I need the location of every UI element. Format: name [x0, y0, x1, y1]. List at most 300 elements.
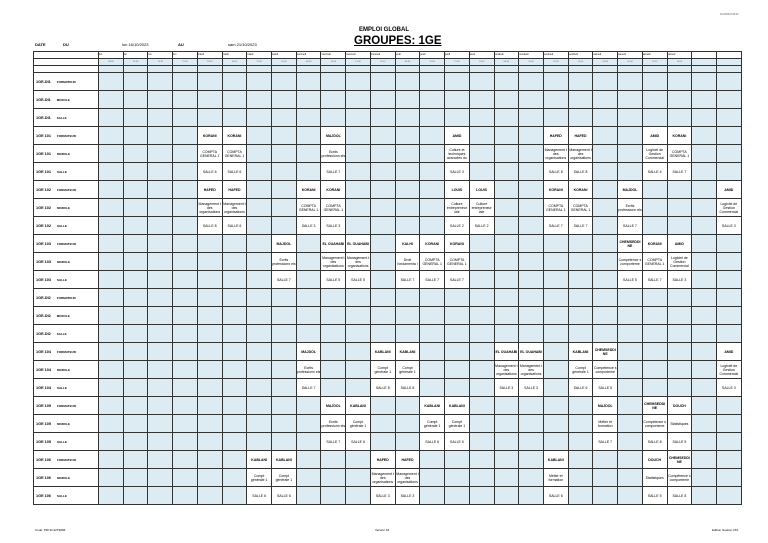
empty-slot [247, 235, 272, 253]
empty-slot [99, 487, 124, 505]
empty-slot [222, 487, 247, 505]
hour-header-cell [692, 59, 717, 66]
hour-header-cell: 15:00 [173, 59, 198, 66]
empty-slot [272, 181, 297, 199]
module-cell: Compt générale 1 [346, 415, 371, 433]
empty-slot [173, 253, 198, 271]
empty-slot [445, 307, 470, 325]
module-cell: Compt générale 1 [445, 415, 470, 433]
row-kind-label: SALLE [57, 169, 67, 174]
hour-header-cell: 15:00 [667, 59, 692, 66]
module-cell: Management t des organisations [321, 253, 346, 271]
empty-slot [99, 127, 124, 145]
empty-slot [296, 253, 321, 271]
salle-cell: SALLE 4 [642, 163, 667, 181]
empty-slot [420, 163, 445, 181]
formateur-cell: KABLANI [247, 451, 272, 469]
day-header-cell: mercredi [321, 52, 346, 59]
salle-cell: SALLE 6 [543, 487, 568, 505]
empty-slot [692, 361, 717, 379]
empty-slot [568, 253, 593, 271]
empty-slot [395, 433, 420, 451]
empty-slot [321, 379, 346, 397]
day-header-cell: samedi [667, 52, 692, 59]
group-label [34, 433, 99, 451]
day-header-cell: lun [173, 52, 198, 59]
empty-slot [395, 217, 420, 235]
empty-slot [667, 217, 692, 235]
empty-slot [642, 307, 667, 325]
group-label [34, 361, 99, 379]
salle-cell: SALLE 7 [395, 271, 420, 289]
empty-slot [543, 73, 568, 91]
group-name: 1GE 102 [36, 223, 51, 228]
hour-header-cell: 08:30 [99, 59, 124, 66]
empty-slot [593, 109, 618, 127]
formateur-cell: CHEMSEDDI NE [642, 397, 667, 415]
empty-slot [494, 217, 519, 235]
empty-slot [346, 181, 371, 199]
empty-slot [99, 397, 124, 415]
empty-slot [346, 127, 371, 145]
row-kind-label: FORMATEUR [57, 241, 76, 246]
gap-cell [519, 66, 544, 73]
empty-slot [247, 217, 272, 235]
du-label: DU [63, 42, 69, 47]
empty-slot [346, 361, 371, 379]
empty-slot [173, 361, 198, 379]
empty-slot [296, 325, 321, 343]
empty-slot [692, 253, 717, 271]
formateur-cell: KALHI [395, 235, 420, 253]
module-cell: COMPTA GENERAL 1 [420, 253, 445, 271]
empty-slot [543, 361, 568, 379]
empty-slot [593, 181, 618, 199]
empty-slot [494, 253, 519, 271]
empty-slot [395, 181, 420, 199]
group-label [34, 181, 99, 199]
group-name: 1GE 103 [36, 259, 51, 264]
empty-slot [148, 271, 173, 289]
empty-slot [618, 163, 643, 181]
empty-slot [197, 109, 222, 127]
empty-slot [716, 325, 741, 343]
formateur-cell: MAJDOL [321, 397, 346, 415]
empty-slot [173, 343, 198, 361]
empty-slot [593, 307, 618, 325]
row-kind-label: FORMATEUR [57, 187, 76, 192]
empty-slot [420, 325, 445, 343]
empty-slot [642, 379, 667, 397]
empty-slot [148, 415, 173, 433]
formateur-cell: KABLANI [445, 397, 470, 415]
module-cell: COMPTA GENERAL 1 [667, 145, 692, 163]
day-header-cell: mercredi [296, 52, 321, 59]
empty-slot [568, 109, 593, 127]
day-header-cell [716, 52, 741, 59]
group-label [34, 235, 99, 253]
empty-slot [568, 433, 593, 451]
empty-slot [148, 91, 173, 109]
empty-slot [272, 325, 297, 343]
empty-slot [593, 451, 618, 469]
row-kind-label: MODULE [57, 259, 70, 264]
empty-slot [346, 109, 371, 127]
gap-cell [197, 66, 222, 73]
gap-cell [593, 66, 618, 73]
empty-slot [272, 91, 297, 109]
empty-slot [469, 415, 494, 433]
empty-slot [197, 325, 222, 343]
formateur-cell: KABLANI [568, 343, 593, 361]
day-header-cell: mercredi [370, 52, 395, 59]
hour-header-cell: 10:00 [123, 59, 148, 66]
empty-slot [321, 469, 346, 487]
empty-slot [692, 487, 717, 505]
group-label [34, 163, 99, 181]
empty-slot [272, 73, 297, 91]
salle-cell: SALLE 8 [197, 217, 222, 235]
empty-slot [716, 487, 741, 505]
formateur-cell: MAJDOL [296, 343, 321, 361]
empty-slot [321, 307, 346, 325]
module-cell: Compétence s comporteme [642, 415, 667, 433]
empty-slot [469, 91, 494, 109]
gap-cell [272, 66, 297, 73]
formateur-cell: HAFED [395, 451, 420, 469]
empty-slot [543, 325, 568, 343]
empty-slot [618, 343, 643, 361]
empty-slot [494, 451, 519, 469]
empty-slot [222, 307, 247, 325]
empty-slot [618, 109, 643, 127]
empty-slot [568, 289, 593, 307]
empty-slot [148, 379, 173, 397]
empty-slot [692, 325, 717, 343]
empty-slot [420, 217, 445, 235]
group-label [34, 271, 99, 289]
group-name: 1GE 101 [36, 133, 51, 138]
empty-slot [716, 433, 741, 451]
group-label [34, 109, 99, 127]
empty-slot [222, 235, 247, 253]
empty-slot [272, 217, 297, 235]
empty-slot [692, 127, 717, 145]
empty-slot [321, 487, 346, 505]
module-cell: COMPTA GENERAL 1 [222, 145, 247, 163]
empty-slot [420, 145, 445, 163]
empty-slot [99, 253, 124, 271]
module-cell: Management t des organisations [519, 361, 544, 379]
empty-slot [370, 397, 395, 415]
group-name: 1GE 105 [36, 403, 51, 408]
empty-slot [395, 307, 420, 325]
formateur-cell: MAJDOL [618, 181, 643, 199]
empty-slot [519, 469, 544, 487]
empty-slot [469, 109, 494, 127]
formateur-cell: AMID [716, 343, 741, 361]
empty-slot [692, 343, 717, 361]
empty-slot [642, 343, 667, 361]
empty-slot [519, 415, 544, 433]
empty-slot [99, 271, 124, 289]
empty-slot [99, 235, 124, 253]
empty-slot [716, 307, 741, 325]
empty-slot [370, 307, 395, 325]
empty-slot [543, 289, 568, 307]
group-name: 1GE 106 [36, 493, 51, 498]
empty-slot [420, 379, 445, 397]
empty-slot [692, 91, 717, 109]
day-header-cell: mardi [197, 52, 222, 59]
empty-slot [321, 289, 346, 307]
salle-cell: SALLE 3 [494, 379, 519, 397]
empty-slot [123, 343, 148, 361]
empty-slot [321, 325, 346, 343]
empty-slot [99, 361, 124, 379]
empty-slot [445, 343, 470, 361]
empty-slot [618, 451, 643, 469]
empty-slot [99, 289, 124, 307]
empty-slot [173, 73, 198, 91]
empty-slot [370, 289, 395, 307]
formateur-cell: KORANI [445, 235, 470, 253]
empty-slot [222, 451, 247, 469]
empty-slot [494, 235, 519, 253]
group-name: 1GE 105 [36, 439, 51, 444]
empty-slot [247, 127, 272, 145]
group-name: 1GE 106 [36, 457, 51, 462]
empty-slot [618, 397, 643, 415]
empty-slot [370, 109, 395, 127]
empty-slot [543, 271, 568, 289]
formateur-cell: HAFED [222, 181, 247, 199]
empty-slot [197, 433, 222, 451]
empty-slot [346, 217, 371, 235]
empty-slot [222, 343, 247, 361]
empty-slot [593, 145, 618, 163]
day-header-cell: lun [99, 52, 124, 59]
empty-slot [469, 271, 494, 289]
empty-slot [370, 181, 395, 199]
empty-slot [123, 217, 148, 235]
empty-slot [148, 109, 173, 127]
row-kind-label: FORMATEUR [57, 133, 76, 138]
empty-slot [296, 127, 321, 145]
empty-slot [543, 253, 568, 271]
empty-slot [519, 271, 544, 289]
empty-slot [123, 361, 148, 379]
empty-slot [445, 487, 470, 505]
module-cell: Compt générale 1 [370, 361, 395, 379]
empty-slot [420, 199, 445, 217]
salle-cell: SALLE 8 [370, 379, 395, 397]
row-kind-label: FORMATEUR [57, 403, 76, 408]
empty-slot [148, 307, 173, 325]
empty-slot [346, 451, 371, 469]
salle-cell: SALLE 2 [469, 217, 494, 235]
empty-slot [716, 451, 741, 469]
group-label [34, 307, 99, 325]
salle-cell: SALLE 3 [296, 217, 321, 235]
empty-slot [469, 127, 494, 145]
group-name: 1GE 104 [36, 349, 51, 354]
empty-slot [370, 433, 395, 451]
empty-slot [469, 235, 494, 253]
salle-cell: SALLE 3 [395, 487, 420, 505]
formateur-cell: KORANI [197, 127, 222, 145]
formateur-cell: DOUCH [667, 397, 692, 415]
day-header-cell: jeudi [445, 52, 470, 59]
row-kind-label: MODULE [56, 313, 70, 318]
empty-slot [519, 289, 544, 307]
empty-slot [173, 307, 198, 325]
module-cell: COMPTA GENERAL 1 [642, 253, 667, 271]
empty-slot [445, 469, 470, 487]
empty-slot [99, 199, 124, 217]
salle-cell: SALLE 3 [445, 163, 470, 181]
empty-slot [296, 271, 321, 289]
module-cell: COMPTA GENERAL 1 [197, 145, 222, 163]
empty-slot [692, 379, 717, 397]
empty-slot [296, 487, 321, 505]
empty-slot [148, 451, 173, 469]
empty-slot [519, 253, 544, 271]
formateur-cell: HAFED [197, 181, 222, 199]
module-cell: Compétence s comporteme [593, 361, 618, 379]
group-name: 1GE 103 [36, 241, 51, 246]
formateur-cell: EL OUAHABI [519, 343, 544, 361]
module-cell: Ecrits professionn els [321, 145, 346, 163]
empty-slot [247, 109, 272, 127]
salle-cell: SALLE 8 [543, 163, 568, 181]
row-kind-label: SALLE [57, 223, 67, 228]
empty-slot [197, 73, 222, 91]
empty-slot [346, 469, 371, 487]
salle-cell: SALLE 8 [568, 163, 593, 181]
empty-slot [469, 145, 494, 163]
empty-slot [272, 145, 297, 163]
module-cell: Logiciel de Gestion Commercial [716, 361, 741, 379]
empty-slot [395, 397, 420, 415]
empty-slot [692, 415, 717, 433]
empty-slot [519, 451, 544, 469]
gap-cell [716, 66, 741, 73]
empty-slot [494, 91, 519, 109]
day-header-cell: jeudi [420, 52, 445, 59]
module-cell: Logiciel de Gestion Commercial [667, 253, 692, 271]
salle-cell: SALLE 8 [395, 379, 420, 397]
salle-cell: SALLE 6 [222, 217, 247, 235]
row-kind-label: MODULE [57, 475, 70, 480]
empty-slot [420, 343, 445, 361]
empty-slot [519, 235, 544, 253]
empty-slot [197, 397, 222, 415]
empty-slot [173, 451, 198, 469]
empty-slot [272, 361, 297, 379]
empty-slot [173, 163, 198, 181]
empty-slot [395, 109, 420, 127]
empty-slot [420, 451, 445, 469]
empty-slot [346, 163, 371, 181]
salle-cell: SALLE 5 [618, 271, 643, 289]
group-name: 1GE-DI1 [36, 115, 51, 120]
page-title: GROUPES: 1GE [354, 35, 442, 47]
empty-slot [692, 73, 717, 91]
empty-slot [469, 73, 494, 91]
empty-slot [469, 163, 494, 181]
du-value: lun 16/10/2023 [122, 42, 149, 47]
gap-cell [692, 66, 717, 73]
empty-slot [123, 253, 148, 271]
group-label [34, 343, 99, 361]
empty-slot [296, 73, 321, 91]
empty-slot [618, 73, 643, 91]
empty-slot [568, 415, 593, 433]
group-label [34, 289, 99, 307]
empty-slot [494, 109, 519, 127]
empty-slot [593, 469, 618, 487]
empty-slot [716, 145, 741, 163]
empty-slot [667, 307, 692, 325]
empty-slot [173, 379, 198, 397]
empty-slot [346, 487, 371, 505]
empty-slot [543, 91, 568, 109]
empty-slot [247, 91, 272, 109]
module-cell: COMPTA GENERAL 1 [568, 199, 593, 217]
empty-slot [519, 127, 544, 145]
empty-slot [247, 397, 272, 415]
empty-slot [370, 271, 395, 289]
group-label [34, 379, 99, 397]
empty-slot [123, 397, 148, 415]
empty-slot [667, 91, 692, 109]
empty-slot [370, 415, 395, 433]
empty-slot [148, 181, 173, 199]
empty-slot [692, 271, 717, 289]
empty-slot [247, 73, 272, 91]
empty-slot [197, 343, 222, 361]
empty-slot [370, 199, 395, 217]
empty-slot [445, 289, 470, 307]
empty-slot [222, 109, 247, 127]
formateur-cell: KORANI [420, 235, 445, 253]
empty-slot [593, 271, 618, 289]
gap-cell [445, 66, 470, 73]
empty-slot [346, 343, 371, 361]
empty-slot [247, 325, 272, 343]
group-label [34, 199, 99, 217]
empty-slot [469, 487, 494, 505]
empty-slot [197, 91, 222, 109]
formateur-cell: CHEMSEDDI NE [593, 343, 618, 361]
hour-header-cell: 15:00 [469, 59, 494, 66]
empty-slot [618, 145, 643, 163]
empty-slot [494, 415, 519, 433]
empty-slot [543, 397, 568, 415]
empty-slot [247, 199, 272, 217]
empty-slot [543, 415, 568, 433]
salle-cell: SALLE 6 [247, 487, 272, 505]
hour-header-cell: 13:30 [346, 59, 371, 66]
formateur-cell: KABLANI [346, 397, 371, 415]
salle-cell: SALLE 6 [222, 163, 247, 181]
salle-cell: SALLE 7 [321, 433, 346, 451]
empty-slot [247, 163, 272, 181]
empty-slot [272, 307, 297, 325]
group-label [34, 487, 99, 505]
day-header-cell: vendredi [494, 52, 519, 59]
